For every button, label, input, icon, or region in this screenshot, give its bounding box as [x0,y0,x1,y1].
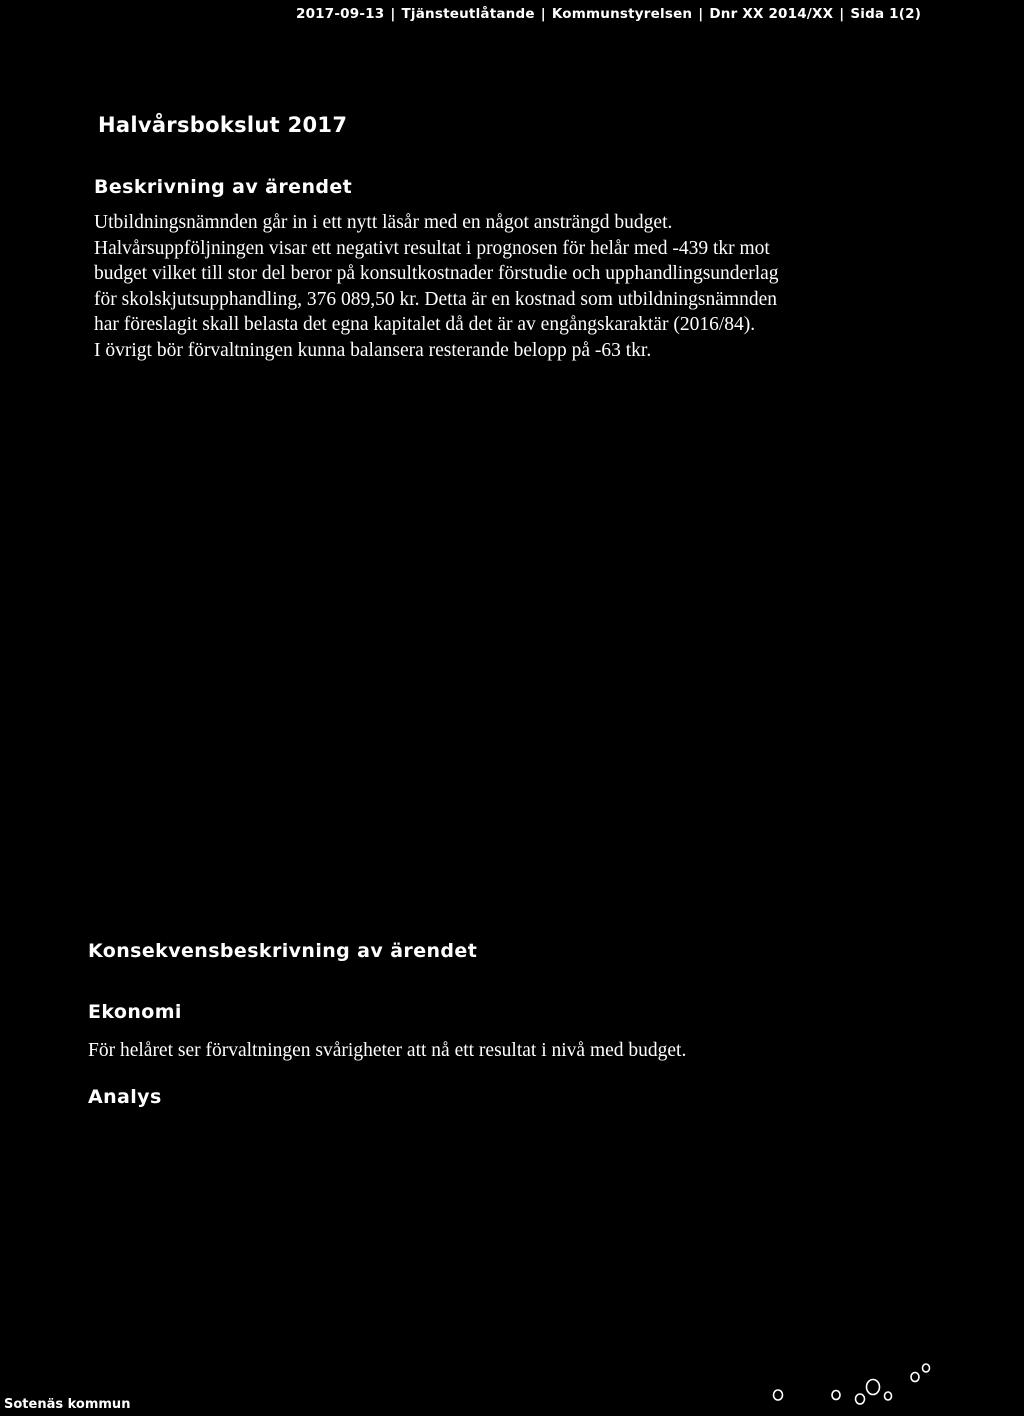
header-doc-type: Tjänsteutlåtande [401,6,535,22]
footer-organization: Sotenäs kommun [4,1397,131,1412]
description-line: har föreslagit skall belasta det egna kapitalet då det är av engångskaraktär (2016/84). [94,314,756,335]
bubbles-logo-icon [770,1362,940,1412]
document-header [296,6,1018,22]
economy-text: För helåret ser förvaltningen svårigheter att nå ett resultat i nivå med budget. [88,1040,687,1061]
description-line: Halvårsuppföljningen visar ett negativt resultat i prognosen för helår med -439 tkr mot [94,237,770,259]
header-dnr: Dnr XX 2014/XX [709,6,834,22]
header-date: 2017-09-13 [296,6,385,22]
description-line: Utbildningsnämnden går in i ett nytt läsår med en något ansträngd budget. [94,212,673,233]
document-title: Halvårsbokslut 2017 [98,113,348,137]
header-separator: | [540,6,546,22]
description-line: budget vilket till stor del beror på konsultkostnader förstudie och upphandlingsunderlag [94,263,779,284]
economy-heading: Ekonomi [88,1001,182,1023]
description-paragraph [94,210,779,363]
header-separator: | [390,6,396,22]
header-body: Kommunstyrelsen [551,6,693,22]
header-separator: | [698,6,704,22]
description-line: för skolskjutsupphandling, 376 089,50 kr. Detta är en kostnad som utbildningsnämnden [94,288,777,310]
header-separator: | [839,6,845,22]
consequences-heading: Konsekvensbeskrivning av ärendet [88,940,478,962]
description-line: I övrigt bör förvaltningen kunna balansera resterande belopp på -63 tkr. [94,339,652,361]
analysis-heading: Analys [88,1086,162,1108]
header-page: Sida 1(2) [850,6,922,22]
description-heading: Beskrivning av ärendet [94,176,353,198]
